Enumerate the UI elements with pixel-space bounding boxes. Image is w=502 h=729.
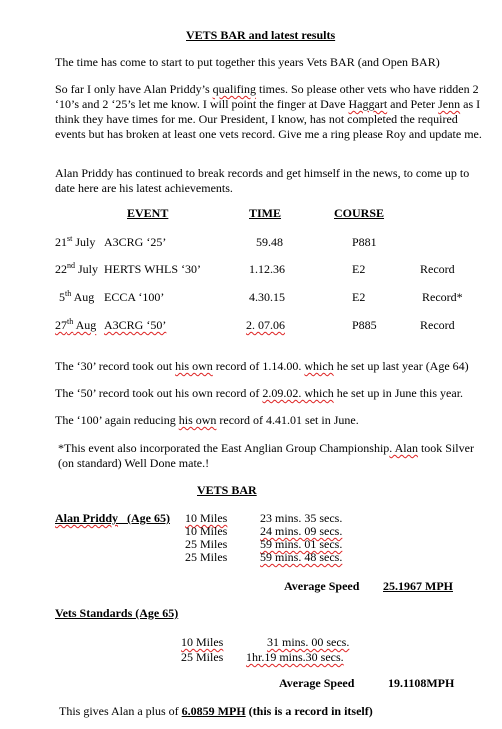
row-course: E2 [352, 290, 366, 304]
distance: 10 Miles [185, 524, 228, 538]
conclusion-text: This gives Alan a plus of 6.0859 MPH (this is a record in itself) [59, 704, 373, 718]
result-time: 1hr.19 mins.30 secs. [246, 650, 344, 664]
row-course: E2 [352, 262, 366, 276]
row-time: 4.30.15 [249, 290, 285, 304]
result-time: 23 mins. 35 secs. [260, 511, 343, 525]
vets-bar-heading: VETS BAR [197, 483, 257, 497]
row-event: HERTS WHLS ‘30’ [104, 262, 202, 276]
result-time: 31 mins. 00 secs. [267, 635, 350, 649]
standards-heading: Vets Standards (Age 65) [55, 606, 179, 620]
page-title: VETS BAR and latest results [186, 28, 336, 42]
row-note: Record [420, 318, 455, 332]
row-event: ECCA ‘100’ [104, 290, 165, 304]
distance: 25 Miles [181, 650, 224, 664]
row-date: 27th Aug [55, 317, 97, 332]
result-time: 59 mins. 48 secs. [260, 550, 343, 564]
row-course: P881 [352, 235, 377, 249]
row-date: 21st July [55, 234, 96, 249]
result-time: 59 mins. 01 secs. [260, 537, 343, 551]
distance: 10 Miles [181, 635, 224, 649]
header-course: COURSE [334, 206, 385, 220]
distance: 25 Miles [185, 550, 228, 564]
row-date: 22nd July [55, 261, 99, 276]
rider-name: Alan Priddy (Age 65) [55, 511, 170, 525]
header-time: TIME [249, 206, 282, 220]
paragraph-bar-request: So far I only have Alan Priddy’s qualifing times. So please other vets who have ridden 2 ‘10’s and 2 ‘25’s let me know. I will point the finger at Dave Haggart and Peter Jenn as I think they have times for me. Our President, I know, has not completed the required events but has broken at least one vets record. Give me a ring please Roy and update me. [55, 82, 482, 141]
record-30-note: The ‘30’ record took out his own record of 1.14.00. which he set up last year (Age 64) [55, 359, 469, 373]
row-course: P885 [352, 318, 377, 332]
row-note: Record [420, 262, 455, 276]
row-event: A3CRG ‘25’ [104, 235, 167, 249]
row-note: Record* [422, 290, 463, 304]
record-100-note: The ‘100’ again reducing his own record of 4.41.01 set in June. [55, 413, 359, 427]
average-speed-value: 19.1108MPH [388, 676, 455, 690]
distance: 10 Miles [185, 511, 228, 525]
distance: 25 Miles [185, 537, 228, 551]
row-time: 2. 07.06 [246, 318, 285, 332]
intro-text: The time has come to start to put together this years Vets BAR (and Open BAR) [55, 55, 440, 69]
header-event: EVENT [127, 206, 169, 220]
average-speed-value: 25.1967 MPH [383, 579, 453, 593]
row-time: 59.48 [256, 235, 283, 249]
result-time: 24 mins. 09 secs. [260, 524, 343, 538]
record-50-note: The ‘50’ record took out his own record of 2.09.02. which he set up in June this year. [55, 386, 464, 400]
row-event: A3CRG ‘50’ [104, 318, 167, 332]
average-speed-label: Average Speed [284, 579, 360, 593]
average-speed-label: Average Speed [279, 676, 355, 690]
row-time: 1.12.36 [249, 262, 285, 276]
footnote-text: *This event also incorporated the East Anglian Group Championship. Alan took Silver (on standard) Well Done mate.! [58, 441, 474, 470]
paragraph-achievements: Alan Priddy has continued to break records and get himself in the news, to come up to date here are his latest achievements. [55, 166, 470, 195]
row-date: 5th Aug [59, 289, 95, 304]
